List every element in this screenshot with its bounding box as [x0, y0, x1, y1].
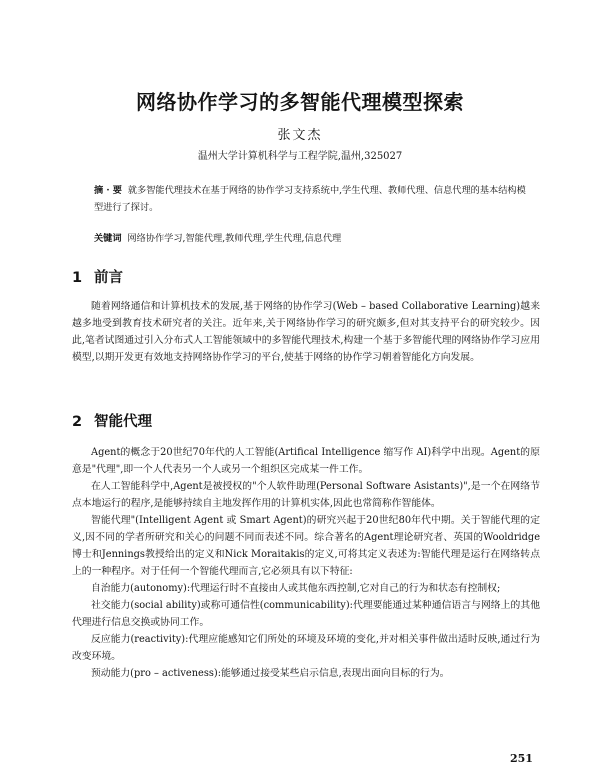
paragraph: 智能代理"(Intelligent Agent 或 Smart Agent)的研究兴起于20世纪80年代中期。关于智能代理的定义,因不同的学者所研究和关心的问题不同而表述不同。综合著名的Agent理论研究者、英国的Wooldridge博士和Jennings教授给出的定义和Nick Moraitakis的定义,可将其定义表述为:智能代理是运行在网络转点上的一种程序。对于任何一个智能代理而言,它必须具有以下特征: [72, 515, 540, 577]
section-heading-intro [72, 266, 123, 287]
paragraph: 社交能力(social ability)或称可通信性(communicability):代理要能通过某种通信语言与网络上的其他代理进行信息交换或协同工作。 [72, 600, 540, 628]
abstract [94, 182, 526, 216]
section-number: 2 [72, 414, 83, 430]
author-affiliation: 温州大学计算机科学与工程学院,温州,325027 [197, 151, 403, 162]
keywords-label: 关键词 [94, 233, 122, 244]
paragraph: 预动能力(pro – activeness):能够通过接受某些启示信息,表现出面向目标的行为。 [91, 668, 450, 679]
author-name: 张文杰 [277, 128, 323, 143]
paragraph: 自治能力(autonomy):代理运行时不直接由人或其他东西控制,它对自己的行为和状态有控制权; [91, 583, 501, 594]
abstract-label: 摘 · 要 [94, 185, 122, 196]
section-body-agent [72, 444, 540, 682]
section-body-intro [72, 298, 540, 366]
paragraph: 随着网络通信和计算机技术的发展,基于网络的协作学习(Web – based Collaborative Learning)越来越多地受到教育技术研究者的关注。近年来,关于网络协作学习的研究颇多,但对其支持平台的研究较少。因此,笔者试图通过引入分布式人工智能领域中的多智能代理技术,构建一个基于多智能代理的网络协作学习应用模型,以期开发更有效地支持网络协作学习的平台,使基于网络的协作学习朝着智能化方向发展。 [72, 301, 540, 363]
paragraph: 反应能力(reactivity):代理应能感知它们所处的环境及环境的变化,并对相关事件做出适时反映,通过行为改变环境。 [72, 634, 540, 662]
page-number: 251 [510, 752, 533, 765]
keywords-text: 网络协作学习,智能代理,教师代理,学生代理,信息代理 [127, 233, 342, 244]
paragraph: 在人工智能科学中,Agent是被授权的"个人软件助理(Personal Software Asistants)",是一个在网络节点本地运行的程序,是能够持续自主地发挥作用的计算机实体,因此也常简称作智能体。 [72, 481, 540, 509]
section-heading-agent [72, 410, 152, 431]
keywords [94, 230, 526, 244]
paragraph: Agent的概念于20世纪70年代的人工智能(Artifical Intelligence 缩写作 AI)科学中出现。Agent的原意是"代理",即一个人代表另一个人或另一个组织区完成某一件工作。 [72, 447, 540, 475]
section-title: 前言 [94, 270, 123, 286]
abstract-text: 就多智能代理技术在基于网络的协作学习支持系统中,学生代理、教师代理、信息代理的基本结构模型进行了探讨。 [94, 185, 526, 213]
section-number: 1 [72, 270, 83, 286]
section-title: 智能代理 [94, 414, 152, 430]
paper-title: 网络协作学习的多智能代理模型探索 [136, 90, 464, 114]
